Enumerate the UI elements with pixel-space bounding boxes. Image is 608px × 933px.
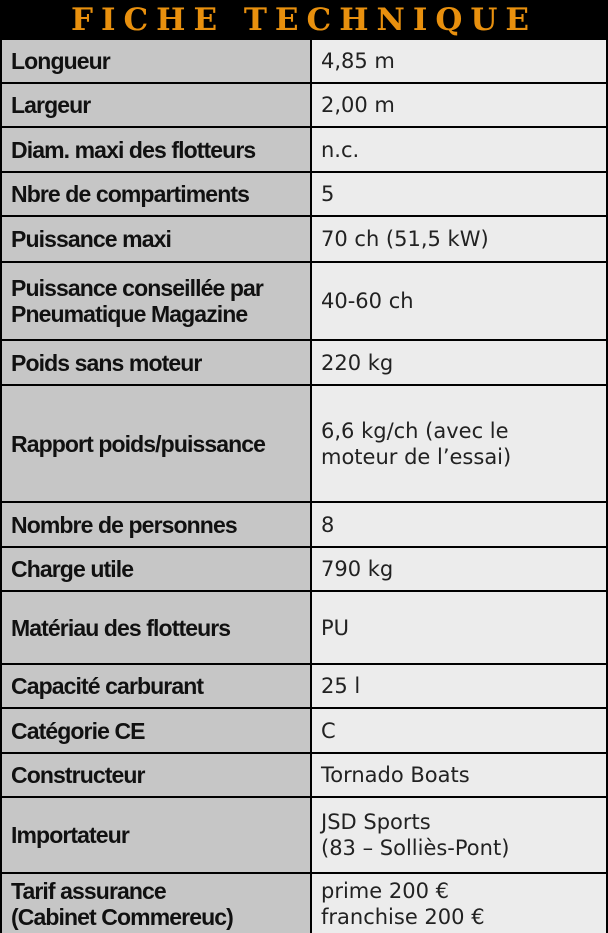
row-label-tarif: Tarif assurance (Cabinet Commereuc) — [2, 874, 310, 933]
row-label-personnes: Nombre de personnes — [2, 503, 310, 546]
row-label-diametre: Diam. maxi des flotteurs — [2, 128, 310, 171]
row-label-puissance-maxi: Puissance maxi — [2, 217, 310, 261]
row-value-materiau: PU — [312, 592, 606, 663]
row-value-diametre: n.c. — [312, 128, 606, 171]
row-value-charge: 790 kg — [312, 548, 606, 590]
row-label-rapport: Rapport poids/puissance — [2, 386, 310, 501]
row-value-tarif: prime 200 € franchise 200 € — [312, 874, 606, 933]
row-label-poids: Poids sans moteur — [2, 341, 310, 384]
row-label-carburant: Capacité carburant — [2, 665, 310, 707]
row-value-categorie: C — [312, 709, 606, 752]
row-value-personnes: 8 — [312, 503, 606, 546]
row-value-compartiments: 5 — [312, 173, 606, 215]
row-label-largeur: Largeur — [2, 84, 310, 126]
row-value-poids: 220 kg — [312, 341, 606, 384]
row-label-longueur: Longueur — [2, 40, 310, 82]
row-value-importateur: JSD Sports (83 – Solliès-Pont) — [312, 798, 606, 872]
row-value-largeur: 2,00 m — [312, 84, 606, 126]
row-value-longueur: 4,85 m — [312, 40, 606, 82]
row-value-puissance-maxi: 70 ch (51,5 kW) — [312, 217, 606, 261]
row-value-constructeur: Tornado Boats — [312, 754, 606, 796]
row-label-importateur: Importateur — [2, 798, 310, 872]
row-label-categorie: Catégorie CE — [2, 709, 310, 752]
row-value-puissance-conseillee: 40-60 ch — [312, 263, 606, 339]
sheet-title: FICHE TECHNIQUE — [70, 2, 538, 38]
spec-table — [2, 40, 606, 930]
row-label-constructeur: Constructeur — [2, 754, 310, 796]
row-value-carburant: 25 l — [312, 665, 606, 707]
row-label-materiau: Matériau des flotteurs — [2, 592, 310, 663]
row-label-puissance-conseillee: Puissance conseillée par Pneumatique Magazine — [2, 263, 310, 339]
row-label-charge: Charge utile — [2, 548, 310, 590]
row-label-compartiments: Nbre de compartiments — [2, 173, 310, 215]
row-value-rapport: 6,6 kg/ch (avec le moteur de l’essai) — [312, 386, 606, 501]
